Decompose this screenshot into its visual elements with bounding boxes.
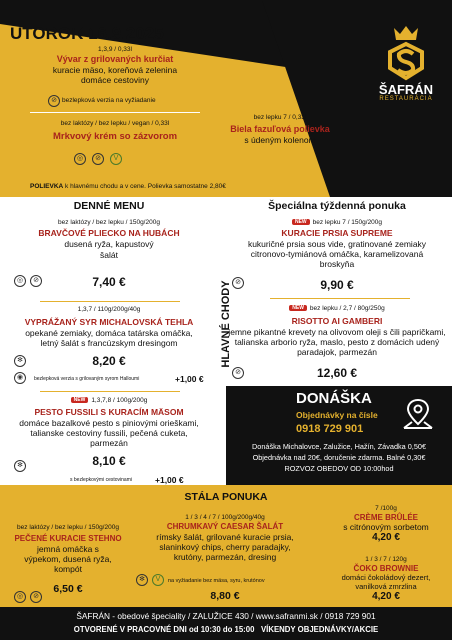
soup-3-name: Biela fazuľová polievka: [230, 124, 330, 134]
delivery-phone[interactable]: 0918 729 901: [296, 423, 364, 435]
lactose-icon: ◉: [14, 372, 26, 384]
daily-3-extra: s bezlepkovými cestovinami: [70, 477, 132, 483]
divider: [40, 301, 180, 302]
daily-2-allergens: 1,3,7 / 110g/200g/40g: [77, 306, 141, 313]
daily-3-meta: [0, 397, 218, 404]
map-pin-icon: [400, 396, 436, 432]
new-badge: NEW: [292, 219, 310, 225]
divider: [30, 112, 200, 113]
standing-3-desc: s citrónovým sorbetom: [343, 522, 429, 532]
delivery-heading: DONÁŠKA: [296, 390, 372, 407]
weekly-1-name: KURACIE PRSIA SUPREME: [281, 228, 393, 238]
daily-3-price: 8,10 €: [92, 454, 126, 468]
safran-logo-icon: [386, 22, 426, 82]
gluten-free-icon: ⊘: [30, 275, 42, 287]
standing-4-desc: domáci čokoládový dezert, vanilková zmrzlina: [341, 573, 431, 591]
daily-1-desc: dusená ryža, kapustový šalát: [64, 239, 154, 260]
lactose-free-icon: ◎: [14, 275, 26, 287]
soup-note-text: k hlavnému chodu a v cene. Polievka samostatne 2,80€: [63, 183, 226, 190]
daily-heading: DENNÉ MENU: [73, 200, 145, 212]
wheat-icon: ✻: [14, 460, 26, 472]
daily-item-2: [0, 306, 218, 368]
soup-3: [215, 114, 345, 145]
standing-1-name: PEČENÉ KURACIE STEHNO: [14, 534, 122, 543]
weekly-1-meta: [222, 219, 452, 226]
gluten-free-icon: ⊘: [232, 367, 244, 379]
standing-1-allergens: bez laktózy / bez lepku / 150g/200g: [17, 524, 119, 531]
standing-2-name: CHRUMKAVÝ CAESAR ŠALÁT: [166, 522, 284, 531]
daily-1-name: BRAVČOVÉ PLIECKO NA HUBÁCH: [38, 228, 180, 238]
new-badge: NEW: [71, 397, 89, 403]
weekly-1-desc: kukuričné prsia sous vide, gratinované zemiaky citronovo-tymiánová omáčka, karamelizovaná broskyňa: [247, 239, 427, 269]
weekly-2-price: 12,60 €: [316, 366, 358, 380]
standing-item-2: [125, 514, 325, 562]
standing-item-1: [0, 524, 136, 595]
weekly-item-2: [222, 305, 452, 380]
wheat-icon: ✻: [14, 355, 26, 367]
gluten-free-icon: ⊘: [48, 95, 60, 107]
new-badge: NEW: [289, 305, 307, 311]
soup-2-name: Mrkvový krém so zázvorom: [52, 131, 178, 142]
soup-1: [0, 46, 230, 85]
standing-4-allergens: 1 / 3 / 7 / 120g: [365, 556, 407, 563]
standing-4-price: 4,20 €: [372, 591, 400, 602]
weekly-2-desc: jemne pikantné krevety na olivovom oleji s čili papričkami, talianska arborio ryža, maslo, pesto z domácich udený paradajok, parmezán: [228, 327, 446, 357]
soup-3-allergens: bez lepku 7 / 0,33l: [253, 114, 307, 121]
delivery-order-label: Objednávky na čísle: [296, 410, 378, 420]
brand-name: ŠAFRÁN: [378, 82, 434, 97]
daily-2-price: 8,20 €: [92, 354, 126, 368]
soup-1-name: Vývar z grilovaných kurčiat: [56, 54, 174, 64]
standing-2-price: 8,80 €: [210, 590, 240, 602]
delivery-info: [226, 441, 452, 474]
weekly-2-meta: [222, 305, 452, 312]
vegetarian-icon: V: [152, 574, 164, 586]
delivery-line-3: ROZVOZ OBEDOV OD 10:00hod: [284, 464, 394, 473]
soup-note: [30, 183, 226, 190]
delivery-line-1: Donáška Michalovce, Zalužice, Hažín, Závadka 0,50€: [252, 442, 426, 451]
lactose-free-icon: ◎: [14, 591, 26, 603]
gluten-free-icon: ⊘: [232, 277, 244, 289]
lactose-free-icon: ◎: [74, 153, 86, 165]
vegan-icon: V: [110, 153, 122, 165]
standing-1-desc: jemná omáčka s výpekom, dusená ryža, kompót: [24, 544, 112, 574]
daily-2-desc: opekané zemiaky, domáca tatárska omáčka, letný šalát s francúzskym dresingom: [25, 328, 193, 348]
gluten-free-icon: ⊘: [30, 591, 42, 603]
page-date: UTOROK 16.9.2025: [10, 24, 164, 43]
brand-subtitle: RESTAURÁCIA: [379, 96, 433, 102]
soup-3-desc: s údeným kolenom: [244, 135, 316, 145]
standing-heading: STÁLA PONUKA: [184, 491, 268, 503]
soup-1-note: bezlepková verzia na vyžiadanie: [62, 97, 156, 104]
standing-3-price: 4,20 €: [372, 532, 400, 543]
soup-2-allergens: bez laktózy / bez lepku / vegan / 0,33l: [60, 120, 170, 127]
weekly-1-price: 9,90 €: [320, 278, 354, 292]
daily-3-desc: domáce bazalkové pesto s piniovými orieškami, talianske cestoviny fussili, pečená cuketa, parmezán: [19, 418, 199, 448]
standing-1-price: 6,50 €: [53, 583, 83, 595]
weekly-2-allergens: bez lepku / 2,7 / 80g/250g: [309, 305, 385, 312]
daily-3-name: PESTO FUSSILI S KURACÍM MÄSOM: [34, 407, 184, 417]
daily-2-name: VYPRÁŽANÝ SYR MICHALOVSKÁ TEHLA: [24, 317, 194, 327]
weekly-2-name: RISOTTO AI GAMBERI: [291, 316, 383, 326]
daily-1-price: 7,40 €: [92, 275, 126, 289]
footer-hours: OTVORENÉ V PRACOVNÉ DNI od 10:30 do 15:00 VÍKENDY OBJEDNÁVKY/AKCIE: [73, 625, 379, 634]
footer-contact: ŠAFRÁN - obedové špeciality / ZALUŽICE 430 / www.safranmi.sk / 0918 729 901: [76, 611, 376, 621]
weekly-heading: Špeciálna týždenná ponuka: [268, 200, 406, 212]
daily-1-allergens: bez laktózy / bez lepku / 150g/200g: [58, 219, 160, 226]
soup-2: [10, 120, 220, 142]
main-courses-vertical-label: HLAVNÉ CHODY: [220, 280, 232, 368]
daily-item-3: [0, 397, 218, 468]
wheat-icon: ✻: [136, 574, 148, 586]
standing-2-desc: rímsky šalát, grilované kuracie prsia, slaninkový chips, cherry paradajky, krutóny, parmezán, dresing: [156, 532, 294, 562]
daily-2-extra-price: +1,00 €: [175, 374, 204, 384]
soup-note-bold: POLIEVKA: [30, 183, 64, 190]
standing-item-4: [320, 556, 452, 602]
standing-item-3: [320, 505, 452, 543]
daily-3-extra-price: +1,00 €: [155, 475, 184, 485]
weekly-item-1: [222, 219, 452, 292]
soup-1-desc: kuracie mäso, koreňová zelenina domáce cestoviny: [52, 65, 178, 85]
daily-2-extra: bezlepková verzia s grilovaným syrom Halloumi: [34, 376, 140, 382]
standing-4-name: ČOKO BROWNIE: [353, 564, 419, 573]
standing-2-allergens: 1 / 3 / 4 / 7 / 100g/200g/40g: [185, 514, 265, 521]
divider: [40, 391, 180, 392]
standing-2-note: na vyžiadanie bez mäsa, syru, krutónov: [168, 578, 265, 584]
weekly-1-allergens: bez lepku 7 / 150g/200g: [312, 219, 383, 226]
divider: [270, 298, 410, 299]
standing-3-allergens: 7 /100g: [375, 505, 397, 512]
daily-3-allergens: 1,3,7,8 / 100g/200g: [91, 397, 148, 404]
standing-3-name: CRÈME BRÛLÉE: [353, 513, 418, 522]
soup-1-allergens: 1,3,9 / 0,33l: [98, 46, 132, 53]
delivery-line-2: Objednávka nad 20€, doručenie zdarma. Balné 0,30€: [252, 453, 426, 462]
gluten-free-icon: ⊘: [92, 153, 104, 165]
